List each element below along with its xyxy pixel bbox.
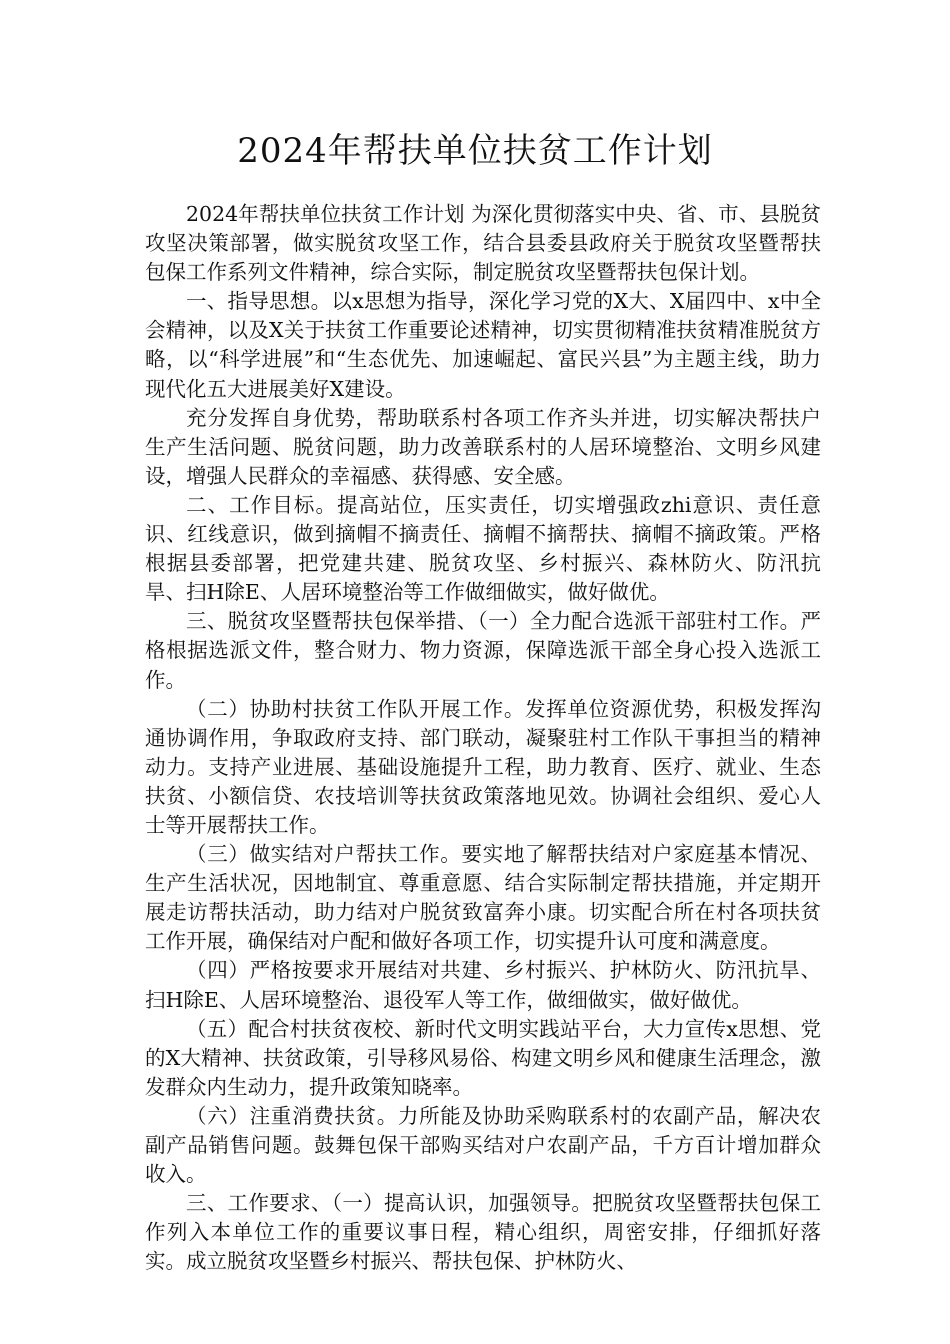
paragraph-intro: 2024年帮扶单位扶贫工作计划 为深化贯彻落实中央、省、市、县脱贫攻坚决策部署，做实脱贫攻坚工作，结合县委县政府关于脱贫攻坚暨帮扶包保工作系列文件精神，综合实际，制定脱贫攻坚暨帮扶包保计划。 <box>145 202 821 285</box>
paragraph-measures-3: （三）做实结对户帮扶工作。要实地了解帮扶结对户家庭基本情况、生产生活状况，因地制宜、尊重意愿、结合实际制定帮扶措施，并定期开展走访帮扶活动，助力结对户脱贫致富奔小康。切实配合所在村各项扶贫工作开展，确保结对户配和做好各项工作，切实提升认可度和满意度。 <box>145 842 821 954</box>
paragraph-advantages: 充分发挥自身优势，帮助联系村各项工作齐头并进，切实解决帮扶户生产生活问题、脱贫问题，助力改善联系村的人居环境整治、文明乡风建设，增强人民群众的幸福感、获得感、安全感。 <box>145 405 821 488</box>
document-title: 2024年帮扶单位扶贫工作计划 <box>237 131 713 171</box>
paragraph-measures-2: （二）协助村扶贫工作队开展工作。发挥单位资源优势，积极发挥沟通协调作用，争取政府支持、部门联动，凝聚驻村工作队干事担当的精神动力。支持产业进展、基础设施提升工程，助力教育、医疗、就业、生态扶贫、小额信贷、农技培训等扶贫政策落地见效。协调社会组织、爱心人士等开展帮扶工作。 <box>145 696 821 837</box>
document-body <box>145 200 821 1276</box>
paragraph-guiding-ideology: 一、指导思想。以x思想为指导，深化学习党的X大、X届四中、x中全会精神，以及X关于扶贫工作重要论述精神，切实贯彻精准扶贫精准脱贫方略，以“科学进展”和“生态优先、加速崛起、富民兴县”为主题主线，助力现代化五大进展美好X建设。 <box>145 289 821 401</box>
paragraph-measures-4: （四）严格按要求开展结对共建、乡村振兴、护林防火、防汛抗旱、扫H除E、人居环境整治、退役军人等工作，做细做实，做好做优。 <box>145 958 821 1012</box>
paragraph-work-goals: 二、工作目标。提高站位，压实责任，切实增强政zhi意识、责任意识、红线意识，做到摘帽不摘责任、摘帽不摘帮扶、摘帽不摘政策。严格根据县委部署，把党建共建、脱贫攻坚、乡村振兴、森林防火、防汛抗旱、扫H除E、人居环境整治等工作做细做实，做好做优。 <box>145 492 821 605</box>
paragraph-measures-6: （六）注重消费扶贫。力所能及协助采购联系村的农副产品，解决农副产品销售问题。鼓舞包保干部购买结对户农副产品，千方百计增加群众收入。 <box>145 1103 821 1187</box>
paragraph-measures-1: 三、脱贫攻坚暨帮扶包保举措、（一）全力配合选派干部驻村工作。严格根据选派文件，整合财力、物力资源，保障选派干部全身心投入选派工作。 <box>145 609 821 692</box>
paragraph-measures-5: （五）配合村扶贫夜校、新时代文明实践站平台，大力宣传x思想、党的X大精神、扶贫政策，引导移风易俗、构建文明乡风和健康生活理念，激发群众内生动力，提升政策知晓率。 <box>145 1016 821 1099</box>
paragraph-requirements: 三、工作要求、（一）提高认识，加强领导。把脱贫攻坚暨帮扶包保工作列入本单位工作的重要议事日程，精心组织，周密安排，仔细抓好落实。成立脱贫攻坚暨乡村振兴、帮扶包保、护林防火、 <box>145 1191 821 1274</box>
